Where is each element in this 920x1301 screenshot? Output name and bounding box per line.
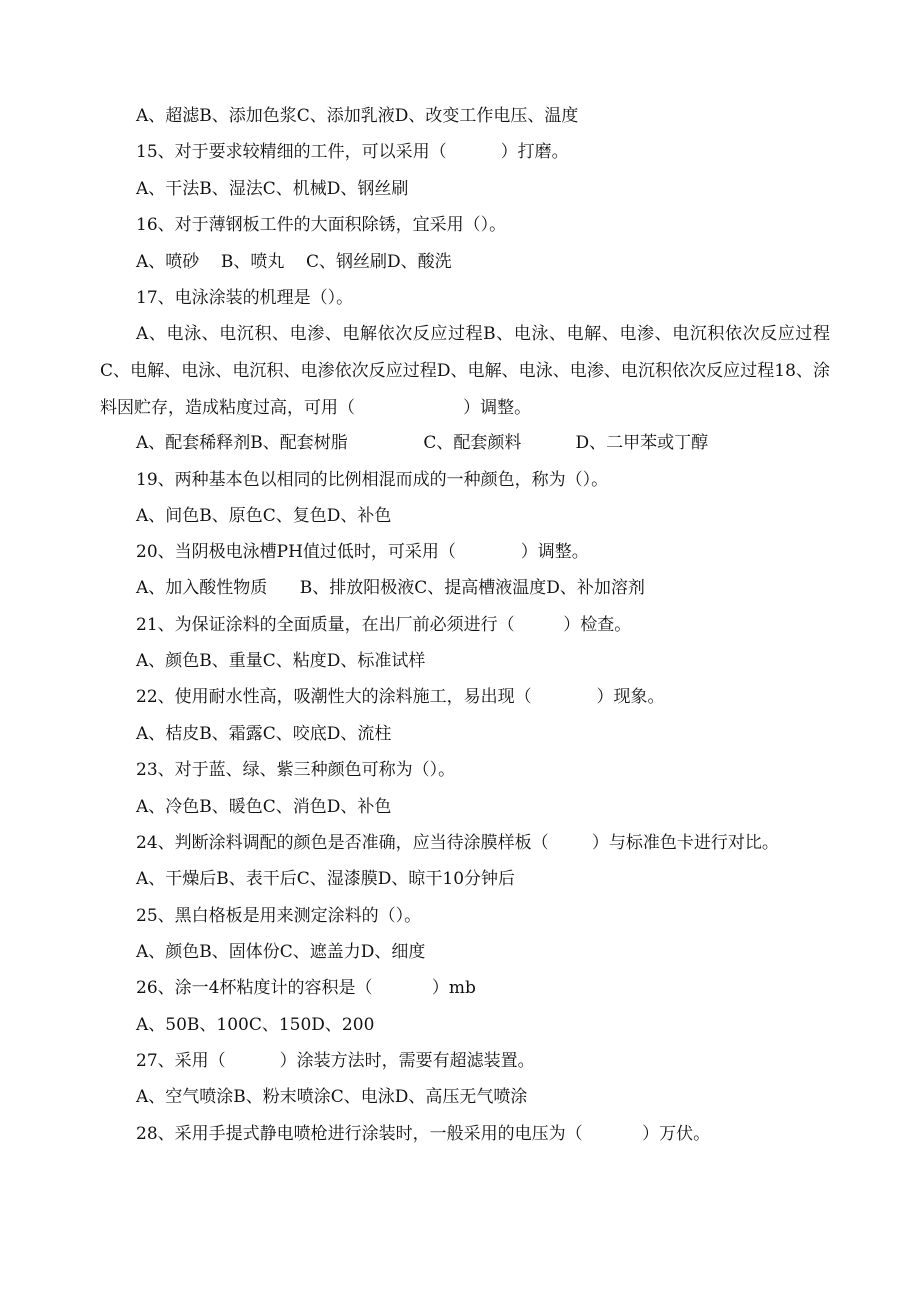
option-line-14: A、超滤B、添加色浆C、添加乳液D、改变工作电压、温度: [136, 106, 579, 126]
question-23: 23、对于蓝、绿、紫三种颜色可称为（）。: [136, 760, 456, 780]
question-22: 22、使用耐水性高，吸潮性大的涂料施工，易出现（ ）现象。: [136, 687, 665, 707]
question-25: 25、黑白格板是用来测定涂料的（）。: [136, 906, 422, 926]
question-27: 27、采用（ ）涂装方法时，需要有超滤装置。: [136, 1051, 535, 1071]
option-line-23: A、冷色B、暖色C、消色D、补色: [136, 797, 392, 817]
question-19: 19、两种基本色以相同的比例相混而成的一种颜色，称为（）。: [136, 470, 609, 490]
option-line-21: A、颜色B、重量C、粘度D、标准试样: [136, 651, 426, 671]
question-24: 24、判断涂料调配的颜色是否准确，应当待涂膜样板（ ）与标准色卡进行对比。: [136, 833, 779, 853]
option-line-25: A、颜色B、固体份C、遮盖力D、细度: [136, 942, 426, 962]
option-line-20: A、加入酸性物质 B、排放阳极液C、提高槽液温度D、补加溶剂: [136, 578, 645, 598]
question-20: 20、当阴极电泳槽PH值过低时，可采用（ ）调整。: [136, 542, 589, 562]
option-line-16: A、喷砂 B、喷丸 C、钢丝刷D、酸洗: [136, 252, 452, 272]
option-line-19: A、间色B、原色C、复色D、补色: [136, 506, 392, 526]
option-line-24: A、干燥后B、表干后C、湿漆膜D、晾干10分钟后: [136, 869, 516, 889]
option-line-27: A、空气喷涂B、粉末喷涂C、电泳D、高压无气喷涂: [136, 1087, 528, 1107]
question-28: 28、采用手提式静电喷枪进行涂装时，一般采用的电压为（ ）万伏。: [136, 1124, 711, 1144]
question-17: 17、电泳涂装的机理是（）。: [136, 288, 354, 308]
option-line-18: A、配套稀释剂B、配套树脂 C、配套颜料 D、二甲苯或丁醇: [136, 433, 709, 453]
option-line-22: A、桔皮B、霜露C、咬底D、流柱: [136, 724, 392, 744]
question-21: 21、为保证涂料的全面质量，在出厂前必须进行（ ）检查。: [136, 615, 632, 635]
option-line-15: A、干法B、湿法C、机械D、钢丝刷: [136, 179, 409, 199]
question-15: 15、对于要求较精细的工件，可以采用（ ）打磨。: [136, 142, 569, 162]
option-line-26: A、50B、100C、150D、200: [136, 1015, 375, 1035]
question-26: 26、涂一4杯粘度计的容积是（ ）mb: [136, 978, 476, 998]
option-paragraph-17-question-18: A、电泳、电沉积、电渗、电解依次反应过程B、电泳、电解、电渗、电沉积依次反应过程C、电解、电泳、电沉积、电渗依次反应过程D、电解、电泳、电渗、电沉积依次反应过程18、涂料因贮存，造成粘度过高，可用（ ）调整。: [100, 324, 830, 418]
question-16: 16、对于薄钢板工件的大面积除锈，宜采用（）。: [136, 215, 507, 235]
